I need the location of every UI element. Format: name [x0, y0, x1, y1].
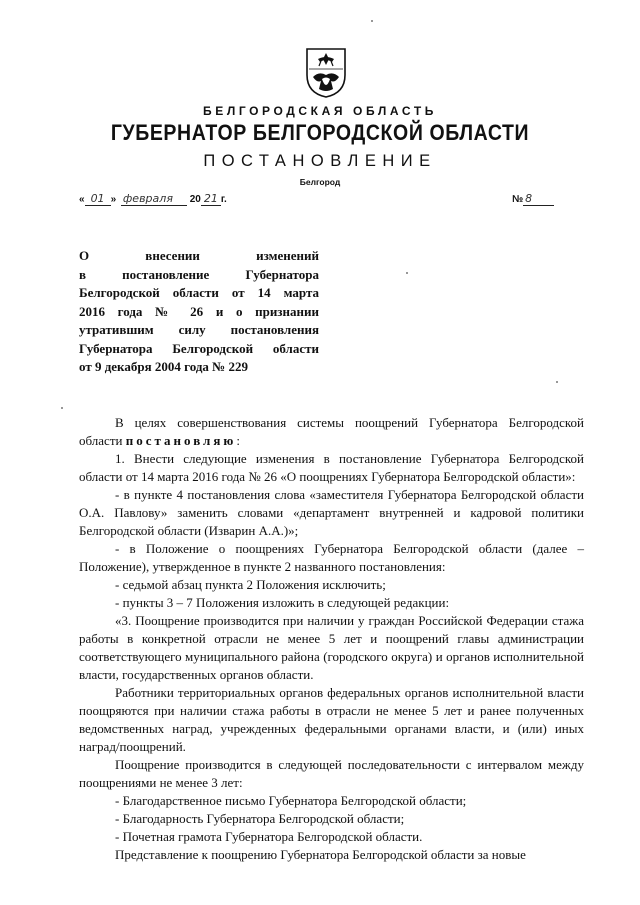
- scan-speck: [406, 272, 408, 274]
- body-paragraph: - в пункте 4 постановления слова «заместителя Губернатора Белгородской области О.А. Павлову» заменить словами «департамент внутренней и кадровой политики Белгородской области (Изварин А.А.)»;: [79, 487, 584, 538]
- document-type-heading: ПОСТАНОВЛЕНИЕ: [203, 152, 437, 170]
- document-date: [79, 192, 227, 205]
- date-open-quote: «: [79, 194, 85, 205]
- subject-line: О внесении изменений: [79, 248, 319, 263]
- body-paragraph: [79, 414, 584, 450]
- document-subject: [79, 247, 319, 377]
- region-heading: БЕЛГОРОДСКАЯ ОБЛАСТЬ: [203, 104, 437, 118]
- city-label: Белгород: [299, 177, 341, 187]
- body-text: В целях совершенствования системы поощрений Губернатора Белгородской области: [79, 415, 584, 448]
- scan-speck: [61, 407, 63, 409]
- body-paragraph: - в Положение о поощрениях Губернатора Белгородской области (далее – Положение), утвержденное в пункте 2 названного постановления:: [79, 541, 584, 574]
- date-year-suffix: 21: [201, 192, 221, 206]
- body-paragraph: - Благодарность Губернатора Белгородской области;: [115, 811, 405, 826]
- date-year-prefix: 20: [189, 194, 201, 205]
- body-paragraph: Работники территориальных органов федеральных органов исполнительной власти поощряются при наличии стажа работы в отрасли не менее 5 лет и ранее полученных ведомственных наград, учрежденных федеральными органами власти, и (или) иных наград/поощрений.: [79, 685, 584, 754]
- document-body: [79, 414, 584, 864]
- date-year-unit: г.: [220, 194, 227, 205]
- subject-line: 2016 года № 26 и о признании: [79, 303, 319, 319]
- body-paragraph: 1. Внести следующие изменения в постановление Губернатора Белгородской области от 14 марта 2016 года № 26 «О поощрениях Губернатора Белгородской области»:: [79, 451, 584, 484]
- document-number: [512, 192, 554, 205]
- subject-line: от 9 декабря 2004 года № 229: [79, 359, 248, 374]
- subject-line: Губернатора Белгородской области: [79, 340, 319, 356]
- coat-of-arms-emblem: [305, 47, 347, 99]
- body-paragraph: - Почетная грамота Губернатора Белгородской области.: [115, 829, 423, 844]
- scan-speck: [371, 20, 373, 22]
- body-paragraph: Поощрение производится в следующей последовательности с интервалом между поощрениями не менее 3 лет:: [79, 757, 584, 790]
- number-label: №: [512, 194, 524, 205]
- decree-keyword: постановляю: [125, 433, 237, 448]
- subject-line: в постановление Губернатора: [79, 266, 319, 282]
- body-paragraph: - седьмой абзац пункта 2 Положения исключить;: [115, 577, 386, 592]
- scan-speck: [556, 381, 558, 383]
- subject-line: утратившим силу постановления: [79, 322, 319, 337]
- subject-line: Белгородской области от 14 марта: [79, 285, 319, 300]
- body-paragraph: - Благодарственное письмо Губернатора Белгородской области;: [115, 793, 467, 808]
- date-close-quote: »: [110, 194, 117, 205]
- number-value: 8: [523, 192, 554, 206]
- date-day: 01: [85, 192, 111, 206]
- body-paragraph: Представление к поощрению Губернатора Белгородской области за новые: [115, 847, 526, 862]
- date-month: февраля: [121, 192, 187, 206]
- body-paragraph: «3. Поощрение производится при наличии у граждан Российской Федерации стажа работы в конкретной отрасли не менее 5 лет и поощрений главы администрации соответствующего муниципального района (городского округа) и органов исполнительной власти, государственных органов области.: [79, 613, 584, 682]
- body-text: :: [236, 433, 240, 448]
- body-paragraph: - пункты 3 – 7 Положения изложить в следующей редакции:: [115, 595, 450, 610]
- governor-heading: ГУБЕРНАТОР БЕЛГОРОДСКОЙ ОБЛАСТИ: [110, 120, 530, 146]
